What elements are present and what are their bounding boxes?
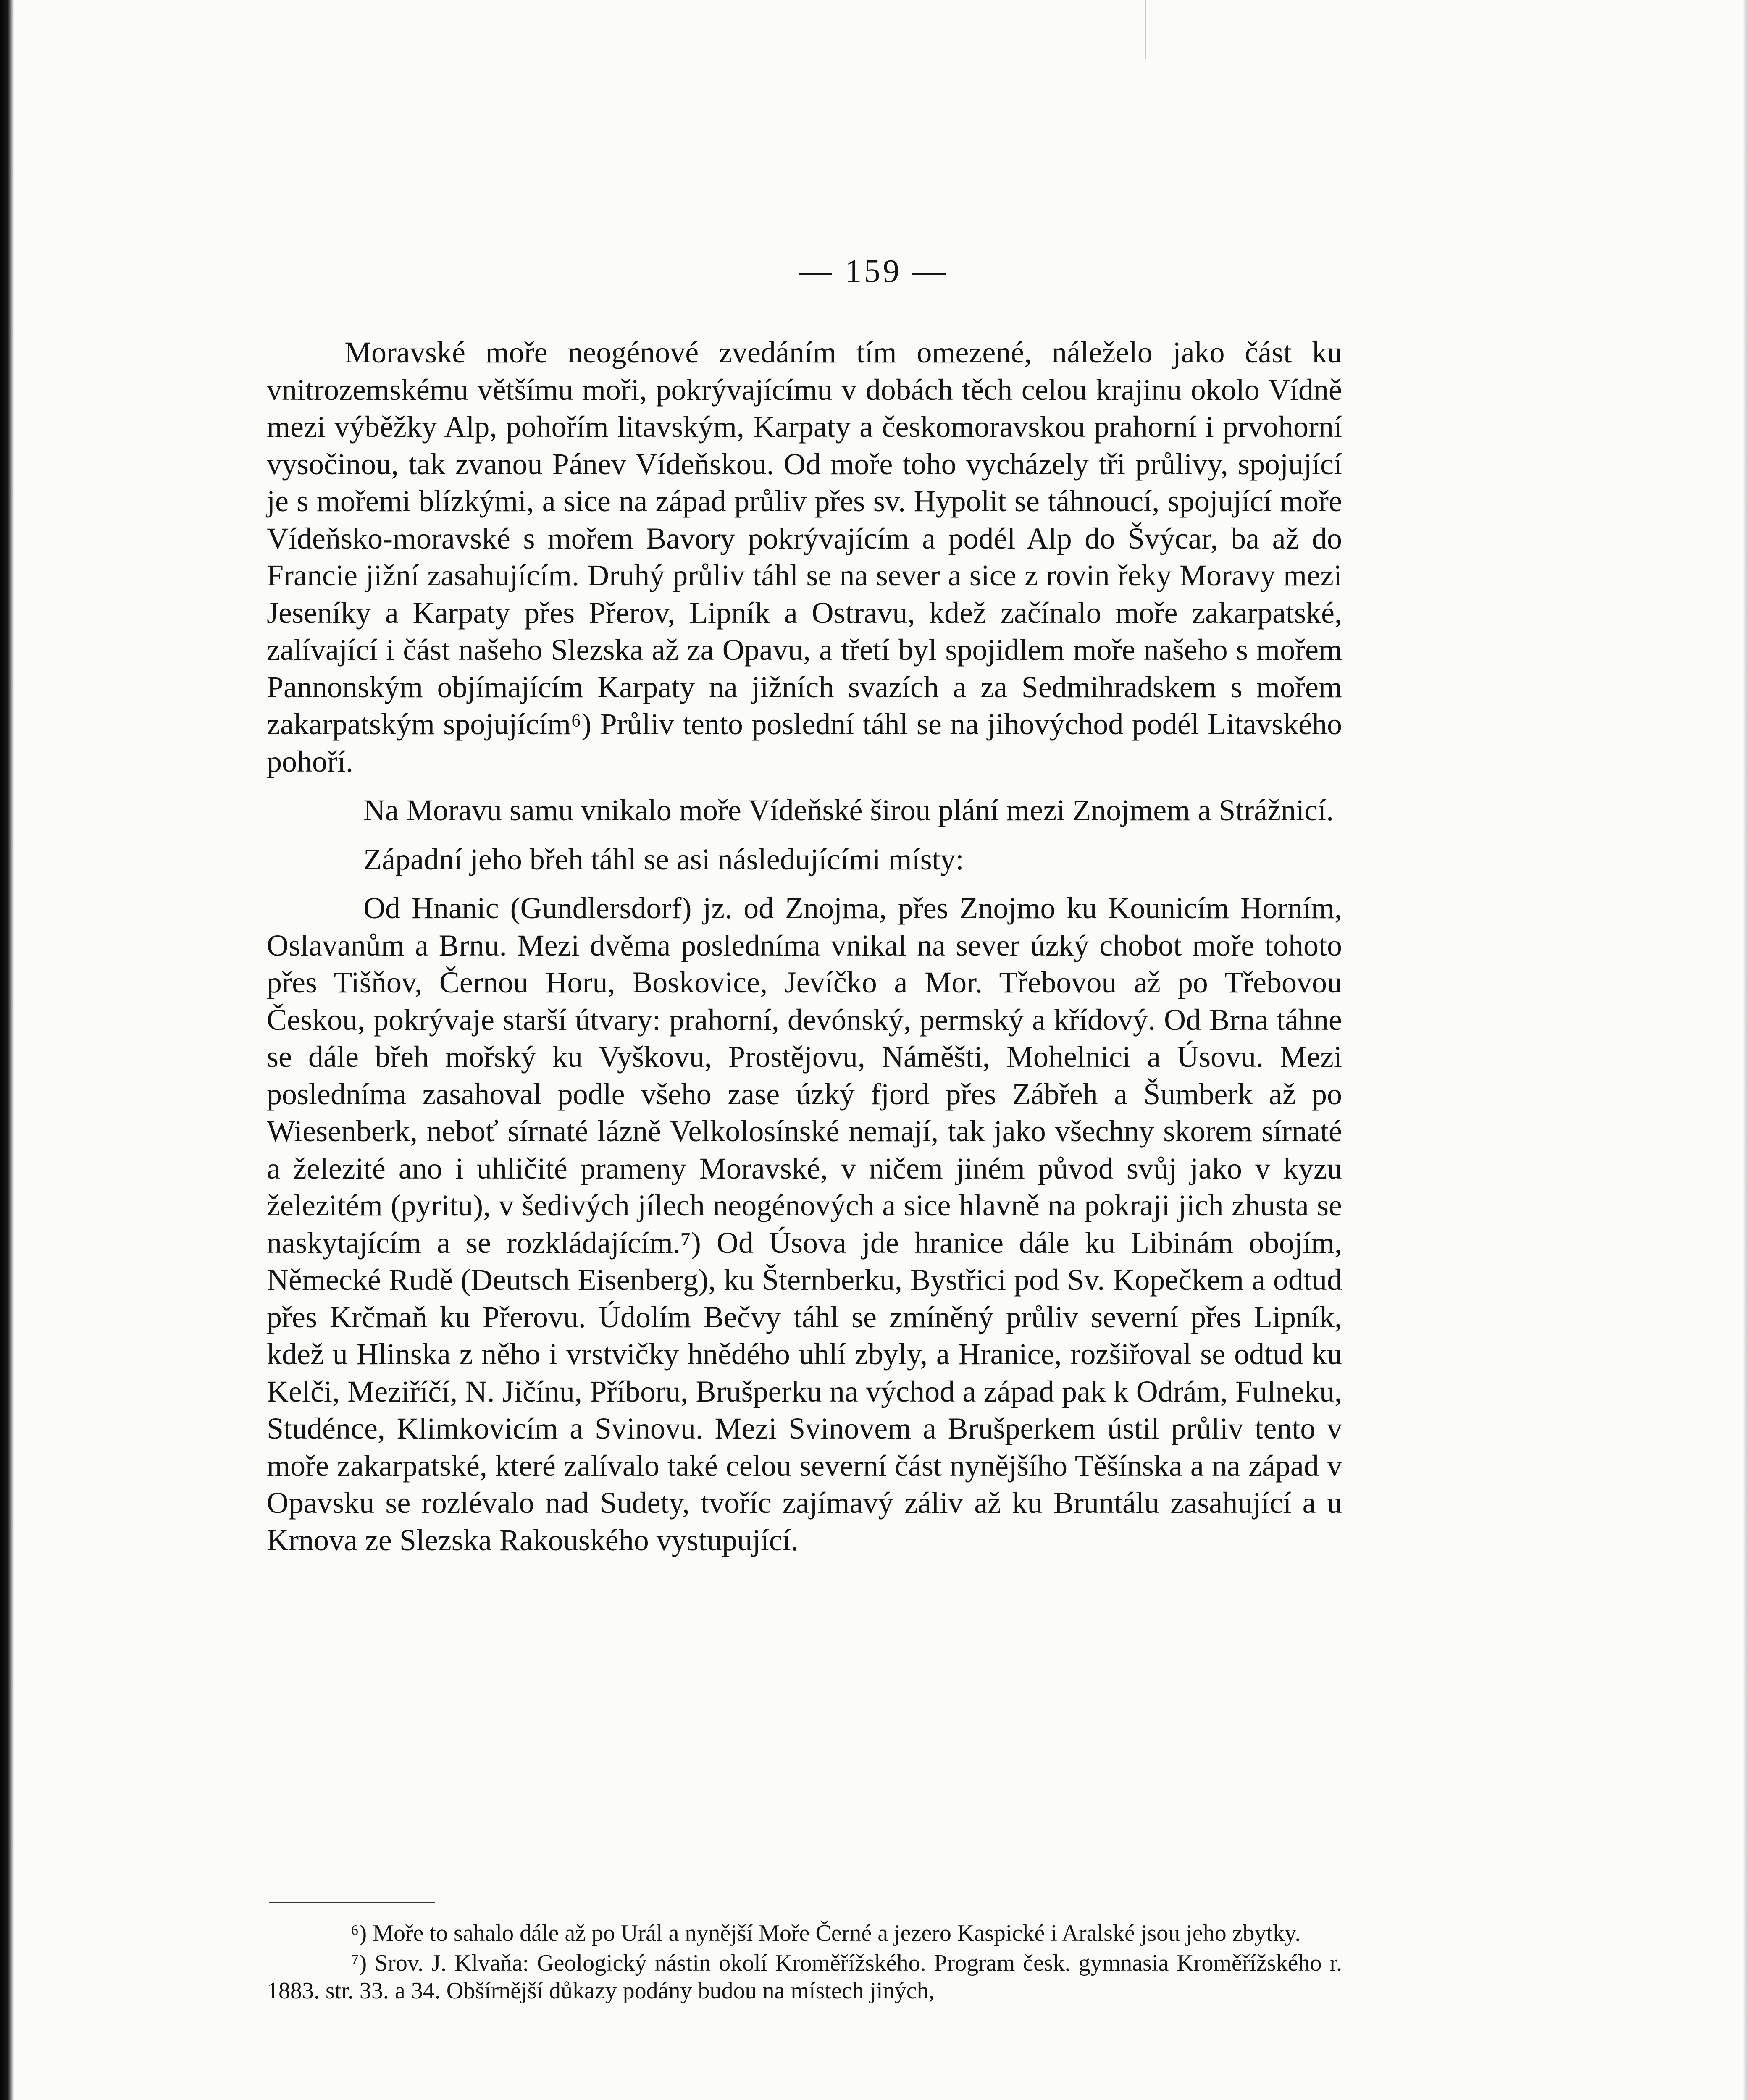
footnote-7: ⁷) Srov. J. Klvaňa: Geologický nástin okolí Kroměřížského. Program česk. gymnasia Kroměřížského r. 1883. str. 33. a 34. Obšírnější důkazy podány budou na místech jiných, bbox=[267, 1950, 1342, 2004]
main-text bbox=[267, 334, 1342, 1570]
page-number: — 159 — bbox=[799, 252, 948, 289]
footnotes bbox=[267, 1919, 1342, 2007]
footnote-divider bbox=[269, 1902, 435, 1903]
page-fold-mark bbox=[1145, 0, 1146, 59]
paragraph-1: Moravské moře neogénové zvedáním tím omezené, náleželo jako část ku vnitrozemskému většímu moři, pokrývajícímu v dobách těch celou krajinu okolo Vídně mezi výběžky Alp, pohořím litavským, Karpaty a českomoravskou prahorní i prvohorní vysočinou, tak zvanou Pánev Vídeňskou. Od moře toho vycházely tři průlivy, spojující je s mořemi blízkými, a sice na západ průliv přes sv. Hypolit se táhnoucí, spojující moře Vídeňsko-moravské s mořem Bavory pokrývajícím a podél Alp do Švýcar, ba až do Francie jižní zasahujícím. Druhý průliv táhl se na sever a sice z rovin řeky Moravy mezi Jeseníky a Karpaty přes Přerov, Lipník a Ostravu, kdež začínalo moře zakarpatské, zalívající i část našeho Slezska až za Opavu, a třetí byl spojidlem moře našeho s mořem Pannonským objímajícím Karpaty na jižních svazích a za Sedmihradskem s mořem zakarpatským spojujícím⁶) Průliv tento poslední táhl se na jihovýchod podél Litavského pohoří. bbox=[267, 336, 1342, 778]
paragraph-3: Západní jeho břeh táhl se asi následujícími místy: bbox=[363, 842, 964, 876]
paragraph-4: Od Hnanic (Gundlersdorf) jz. od Znojma, přes Znojmo ku Kounicím Horním, Oslavanům a Brnu. Mezi dvěma posledníma vnikal na sever úzký chobot moře tohoto přes Tišňov, Černou Horu, Boskovice, Jevíčko a Mor. Třebovou až po Třebovou Českou, pokrývaje starší útvary: prahorní, devónský, permský a křídový. Od Brna táhne se dále břeh mořský ku Vyškovu, Prostějovu, Náměšti, Mohelnici a Úsovu. Mezi posledníma zasahoval podle všeho zase úzký fjord přes Zábřeh a Šumberk až po Wiesenberk, neboť sírnaté lázně Velkolosínské nemají, tak jako všechny skorem sírnaté a železité ano i uhličité prameny Moravské, v ničem jiném původ svůj jako v kyzu železitém (pyritu), v šedivých jílech neogénových a sice hlavně na pokraji jich zhusta se naskytajícím a se rozkládajícím.⁷) Od Úsova jde hranice dále ku Libinám obojím, Německé Rudě (Deutsch Eisenberg), ku Šternberku, Bystřici pod Sv. Kopečkem a odtud přes Krčmaň ku Přerovu. Údolím Bečvy táhl se zmíněný průliv severní přes Lipník, kdež u Hlinska z něho i vrstvičky hnědého uhlí zbyly, a Hranice, rozšiřoval se odtud ku Kelči, Meziříčí, N. Jičínu, Příboru, Brušperku na východ a západ pak k Odrám, Fulneku, Studénce, Klimkovicím a Svinovu. Mezi Svinovem a Brušperkem ústil průliv tento v moře zakarpatské, které zalívalo také celou severní část nynějšího Těšínska a na západ v Opavsku se rozlévalo nad Sudety, tvoříc zajímavý záliv až ku Bruntálu zasahující a u Krnova ze Slezska Rakouského vystupující. bbox=[267, 891, 1342, 1557]
footnote-6: ⁶) Moře to sahalo dále až po Urál a nynější Moře Černé a jezero Kaspické i Aralské jsou jeho zbytky. bbox=[351, 1920, 1301, 1946]
paragraph-2: Na Moravu samu vnikalo moře Vídeňské širou plání mezi Znojmem a Strážnicí. bbox=[363, 793, 1334, 827]
scan-right-edge bbox=[1743, 0, 1747, 2100]
scan-left-edge bbox=[0, 0, 14, 2100]
